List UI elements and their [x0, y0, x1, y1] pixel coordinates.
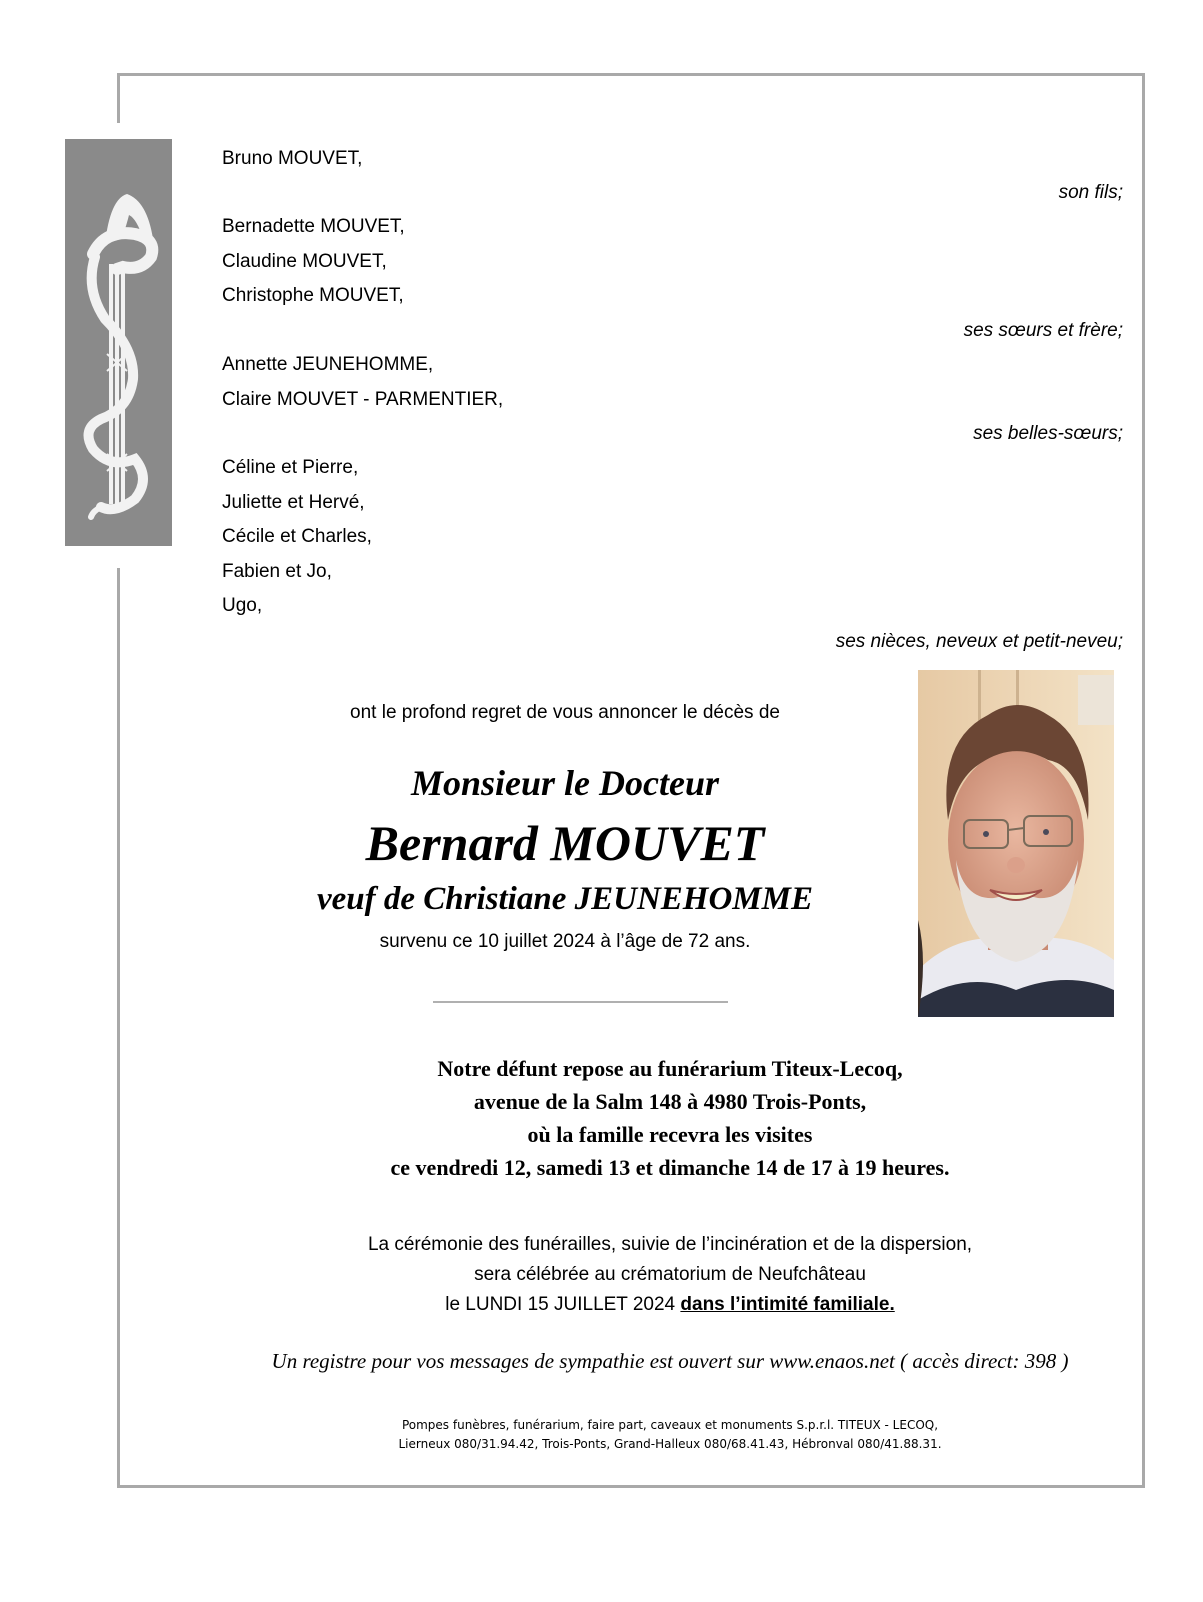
frame-border-left — [117, 568, 120, 1488]
portrait-photo — [918, 670, 1114, 1017]
footer-line: Pompes funèbres, funérarium, faire part, caveaux et monuments S.p.r.l. TITEUX - LECOQ, — [401, 1418, 939, 1432]
frame-border-top — [117, 73, 1145, 76]
wake-line: Notre défunt repose au funérarium Titeux-Lecoq, — [437, 1056, 903, 1081]
ceremony-date-line — [250, 1290, 1090, 1320]
family-member: Christophe MOUVET, — [222, 285, 404, 306]
relation-label: ses nièces, neveux et petit-neveu; — [835, 631, 1123, 652]
registry-note: Un registre pour vos messages de sympathie est ouvert sur www.enaos.net ( accès direct: 398 ) — [271, 1349, 1069, 1373]
wake-line: avenue de la Salm 148 à 4980 Trois-Ponts, — [473, 1089, 867, 1114]
ceremony-line: La cérémonie des funérailles, suivie de l’incinération et de la dispersion, — [367, 1234, 973, 1255]
family-member: Juliette et Hervé, — [222, 492, 365, 513]
family-member: Fabien et Jo, — [222, 561, 332, 582]
funeral-home-info — [250, 1416, 1090, 1454]
frame-border-right — [1142, 73, 1145, 1488]
ceremony-privacy-note: dans l’intimité familiale. — [680, 1294, 895, 1315]
deceased-spouse: veuf de Christiane JEUNEHOMME — [317, 881, 813, 917]
frame-border-left — [117, 73, 120, 123]
deceased-name: Bernard MOUVET — [365, 815, 765, 871]
ceremony-line: sera célébrée au crématorium de Neufchâteau — [474, 1264, 866, 1285]
family-member: Céline et Pierre, — [222, 457, 359, 478]
relation-label: ses sœurs et frère; — [963, 320, 1123, 341]
wake-line: où la famille recevra les visites — [527, 1122, 813, 1147]
family-member: Claire MOUVET - PARMENTIER, — [222, 389, 504, 410]
family-member: Claudine MOUVET, — [222, 251, 387, 272]
wake-line: ce vendredi 12, samedi 13 et dimanche 14 de 17 à 19 heures. — [390, 1155, 950, 1180]
footer-line: Lierneux 080/31.94.42, Trois-Ponts, Grand-Halleux 080/68.41.43, Hébronval 080/41.88.31. — [398, 1437, 942, 1451]
family-member: Bruno MOUVET, — [222, 148, 363, 169]
deceased-title: Monsieur le Docteur — [410, 763, 720, 803]
family-member: Cécile et Charles, — [222, 526, 372, 547]
rod-of-asclepius-icon — [65, 139, 172, 546]
announcement-text: ont le profond regret de vous annoncer le décès de — [350, 702, 780, 723]
frame-border-bottom — [117, 1485, 1145, 1488]
ceremony-date: le LUNDI 15 JUILLET 2024 — [445, 1294, 681, 1315]
relation-label: ses belles-sœurs; — [973, 423, 1123, 444]
family-member: Annette JEUNEHOMME, — [222, 354, 434, 375]
family-member: Ugo, — [222, 595, 263, 616]
family-member: Bernadette MOUVET, — [222, 216, 405, 237]
divider — [433, 1001, 728, 1003]
death-date: survenu ce 10 juillet 2024 à l’âge de 72 ans. — [379, 931, 751, 952]
relation-label: son fils; — [1058, 182, 1123, 203]
